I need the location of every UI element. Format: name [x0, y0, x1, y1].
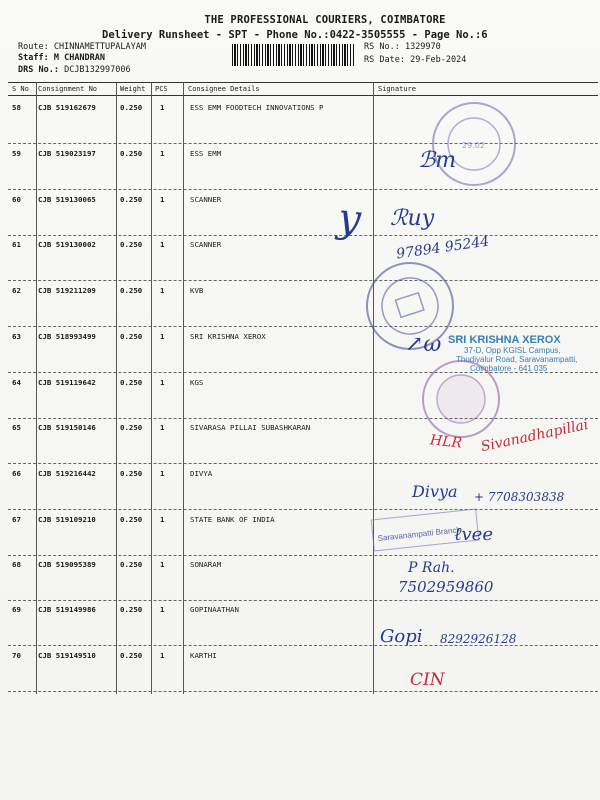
table-row: 69 CJB 519149986 0.250 1 GOPINAATHAN — [8, 605, 598, 651]
col-pcs: PCS — [155, 85, 168, 93]
col-weight: Weight — [120, 85, 146, 93]
handwriting-sonaram-sig: P Rah. — [408, 560, 455, 576]
table-header — [8, 82, 598, 96]
col-consignee: Consignee Details — [188, 85, 260, 93]
table-row: 67 CJB 519109210 0.250 1 STATE BANK OF INDIA — [8, 515, 598, 561]
handwriting-cin: CIN — [410, 670, 445, 690]
scanner-note: 97894 95244 — [395, 233, 491, 263]
table-row: 61 CJB 519130002 0.250 1 SCANNER — [8, 240, 598, 286]
handwriting-sivanadhapillai: Sivanadhapillai — [479, 416, 590, 456]
rs-date-value: 29-Feb-2024 — [410, 55, 467, 65]
company-title: THE PROFESSIONAL COURIERS, COIMBATORE — [204, 14, 446, 26]
table-row: 58 CJB 519162679 0.250 1 ESS EMM FOODTECH INNOVATIONS P — [8, 103, 598, 149]
col-sno: S No — [12, 85, 29, 93]
sri-krishna-xerox-stamp: SRI KRISHNA XEROX 37-D, Opp KGISL Campus, Thudiyalur Road, Saravanampatti, Coimbatore - 641 035 — [448, 334, 578, 373]
table-row: 62 CJB 519211209 0.250 1 KVB — [8, 286, 598, 332]
staff-line: Staff: M CHANDRAN — [18, 53, 106, 63]
drs-value: DCJB132997006 — [64, 65, 131, 75]
route-value: CHINNAMETTUPALAYAM — [53, 42, 146, 52]
handwriting-sonaram-phone: 7502959860 — [398, 578, 494, 596]
signature-ess-emm: ℬm — [418, 148, 457, 173]
table-row: 70 CJB 519149510 0.250 1 KARTHI — [8, 651, 598, 697]
signature-scanner: y — [335, 194, 363, 244]
table-row: 63 CJB 518993499 0.250 1 SRI KRISHNA XEROX — [8, 332, 598, 378]
signature-scanner-2: ℛuy — [390, 206, 435, 231]
svg-text:29.02: 29.02 — [462, 141, 485, 150]
col-consignment: Consignment No — [38, 85, 98, 93]
col-signature: Signature — [378, 85, 416, 93]
rs-date-line: RS Date: 29-Feb-2024 — [364, 55, 467, 65]
barcode — [232, 44, 354, 66]
company-round-stamp — [432, 102, 516, 186]
sbi-branch-stamp: Saravanampatti Branch — [371, 509, 480, 552]
handwriting-divya-phone: + 7708303838 — [474, 490, 565, 504]
runsheet-title: Delivery Runsheet - SPT - Phone No.:0422-3505555 - Page No.:6 — [102, 29, 488, 41]
handwriting-gopi: Gopi — [380, 626, 423, 647]
table-row: 64 CJB 519119642 0.250 1 KGS — [8, 378, 598, 424]
table-row: 68 CJB 519095389 0.250 1 SONARAM — [8, 560, 598, 606]
signature-sbi: ℓvee — [454, 524, 493, 545]
handwriting-gopi-phone: 8292926128 — [440, 632, 517, 646]
table-row: 65 CJB 519150146 0.250 1 SIVARASA PILLAI SUBASHKARAN — [8, 423, 598, 469]
handwriting-divya: Divya — [412, 482, 458, 501]
table-row: 60 CJB 519130065 0.250 1 SCANNER — [8, 195, 598, 241]
table-row: 66 CJB 519216442 0.250 1 DIVYA — [8, 469, 598, 515]
drs-line: DRS No.: DCJB132997006 — [18, 65, 131, 75]
signature-xerox: ↗ω — [405, 332, 442, 357]
kgs-stamp-seal — [424, 362, 498, 436]
staff-value: M CHANDRAN — [53, 53, 106, 63]
table-row: 59 CJB 519023197 0.250 1 ESS EMM — [8, 149, 598, 195]
rs-no-line: RS No.: 1329970 — [364, 42, 441, 52]
handwriting-hlr: HLR — [429, 432, 463, 452]
rs-no-value: 1329970 — [404, 42, 441, 52]
route-line: Route: CHINNAMETTUPALAYAM — [18, 42, 146, 52]
